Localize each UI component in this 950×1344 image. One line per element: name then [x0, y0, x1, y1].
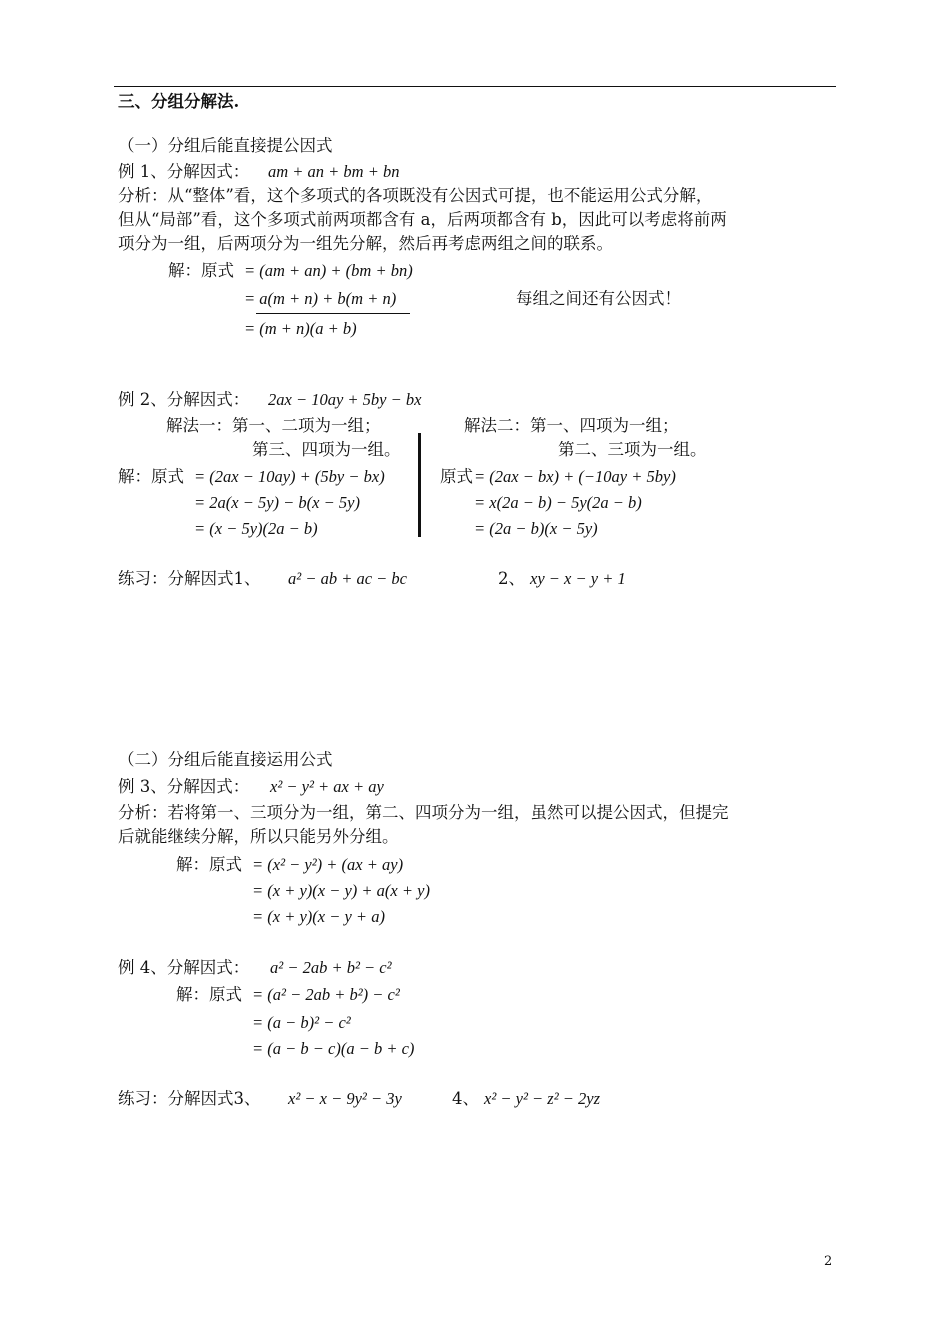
ex3-analysis-line2: 后就能继续分解，所以只能另外分组。 [118, 827, 399, 846]
ex2-divider [418, 433, 421, 537]
section-title: 三、分组分解法. [118, 92, 240, 111]
ex3-label: 例 3、分解因式： [118, 777, 250, 796]
ex2-m1-step2: = 2a(x − 5y) − b(x − 5y) [194, 493, 360, 512]
practice1-item1: a² − ab + ac − bc [288, 569, 407, 588]
ex1-analysis-line3: 项分为一组，后两项分为一组先分解，然后再考虑两组之间的联系。 [118, 234, 613, 253]
header-rule [114, 86, 836, 87]
practice1-item2: xy − x − y + 1 [530, 569, 626, 588]
ex2-m2-step1: = (2ax − bx) + (−10ay + 5by) [474, 467, 676, 486]
ex1-step2: = a(m + n) + b(m + n) [244, 289, 397, 308]
ex2-m1-step3: = (x − 5y)(2a − b) [194, 519, 318, 538]
ex2-m2-label: 原式 [440, 467, 473, 486]
ex1-underline [256, 313, 410, 314]
ex2-expr: 2ax − 10ay + 5by − bx [268, 390, 422, 409]
ex2-m1-step1: = (2ax − 10ay) + (5by − bx) [194, 467, 385, 486]
ex2-m2-step2: = x(2a − b) − 5y(2a − b) [474, 493, 642, 512]
ex1-label: 例 1、分解因式： [118, 162, 250, 181]
ex4-label: 例 4、分解因式： [118, 958, 250, 977]
ex4-step2: = (a − b)² − c² [252, 1013, 351, 1032]
ex2-solution-label: 解：原式 [118, 467, 184, 486]
practice2-item4: x² − y² − z² − 2yz [484, 1089, 601, 1108]
ex3-step3: = (x + y)(x − y + a) [252, 907, 385, 926]
ex1-analysis-line1: 分析：从“整体”看，这个多项式的各项既没有公因式可提，也不能运用公式分解， [118, 186, 713, 205]
page-number: 2 [824, 1254, 833, 1269]
ex4-step1: = (a² − 2ab + b²) − c² [252, 985, 400, 1004]
practice1-label: 练习：分解因式1、 [118, 569, 261, 588]
ex4-step3: = (a − b − c)(a − b + c) [252, 1039, 415, 1058]
ex2-method2-sub: 第二、三项为一组。 [558, 440, 707, 459]
ex3-step1: = (x² − y²) + (ax + ay) [252, 855, 404, 874]
practice2-item3: x² − x − 9y² − 3y [288, 1089, 402, 1108]
ex4-solution-label: 解：原式 [176, 985, 242, 1004]
ex1-note: 每组之间还有公因式！ [516, 289, 681, 308]
ex1-solution-label: 解：原式 [168, 261, 234, 280]
ex1-expr: am + an + bm + bn [268, 162, 400, 181]
ex3-step2: = (x + y)(x − y) + a(x + y) [252, 881, 430, 900]
ex3-solution-label: 解：原式 [176, 855, 242, 874]
part1-heading: （一）分组后能直接提公因式 [118, 136, 333, 155]
practice2-item4-label: 4、 [452, 1089, 479, 1108]
ex2-method1-title: 解法一：第一、二项为一组； [166, 416, 381, 435]
ex4-expr: a² − 2ab + b² − c² [270, 958, 392, 977]
part2-heading: （二）分组后能直接运用公式 [118, 750, 333, 769]
ex1-step3: = (m + n)(a + b) [244, 319, 357, 338]
ex1-step1: = (am + an) + (bm + bn) [244, 261, 413, 280]
practice1-item2-label: 2、 [498, 569, 525, 588]
ex2-label: 例 2、分解因式： [118, 390, 250, 409]
ex2-m2-step3: = (2a − b)(x − 5y) [474, 519, 598, 538]
practice2-label: 练习：分解因式3、 [118, 1089, 261, 1108]
ex2-method1-sub: 第三、四项为一组。 [252, 440, 401, 459]
ex3-expr: x² − y² + ax + ay [270, 777, 384, 796]
ex2-method2-title: 解法二：第一、四项为一组； [464, 416, 679, 435]
ex1-analysis-line2: 但从“局部”看，这个多项式前两项都含有 a，后两项都含有 b，因此可以考虑将前两 [118, 210, 727, 229]
ex3-analysis-line1: 分析：若将第一、三项分为一组，第二、四项分为一组，虽然可以提公因式，但提完 [118, 803, 729, 822]
